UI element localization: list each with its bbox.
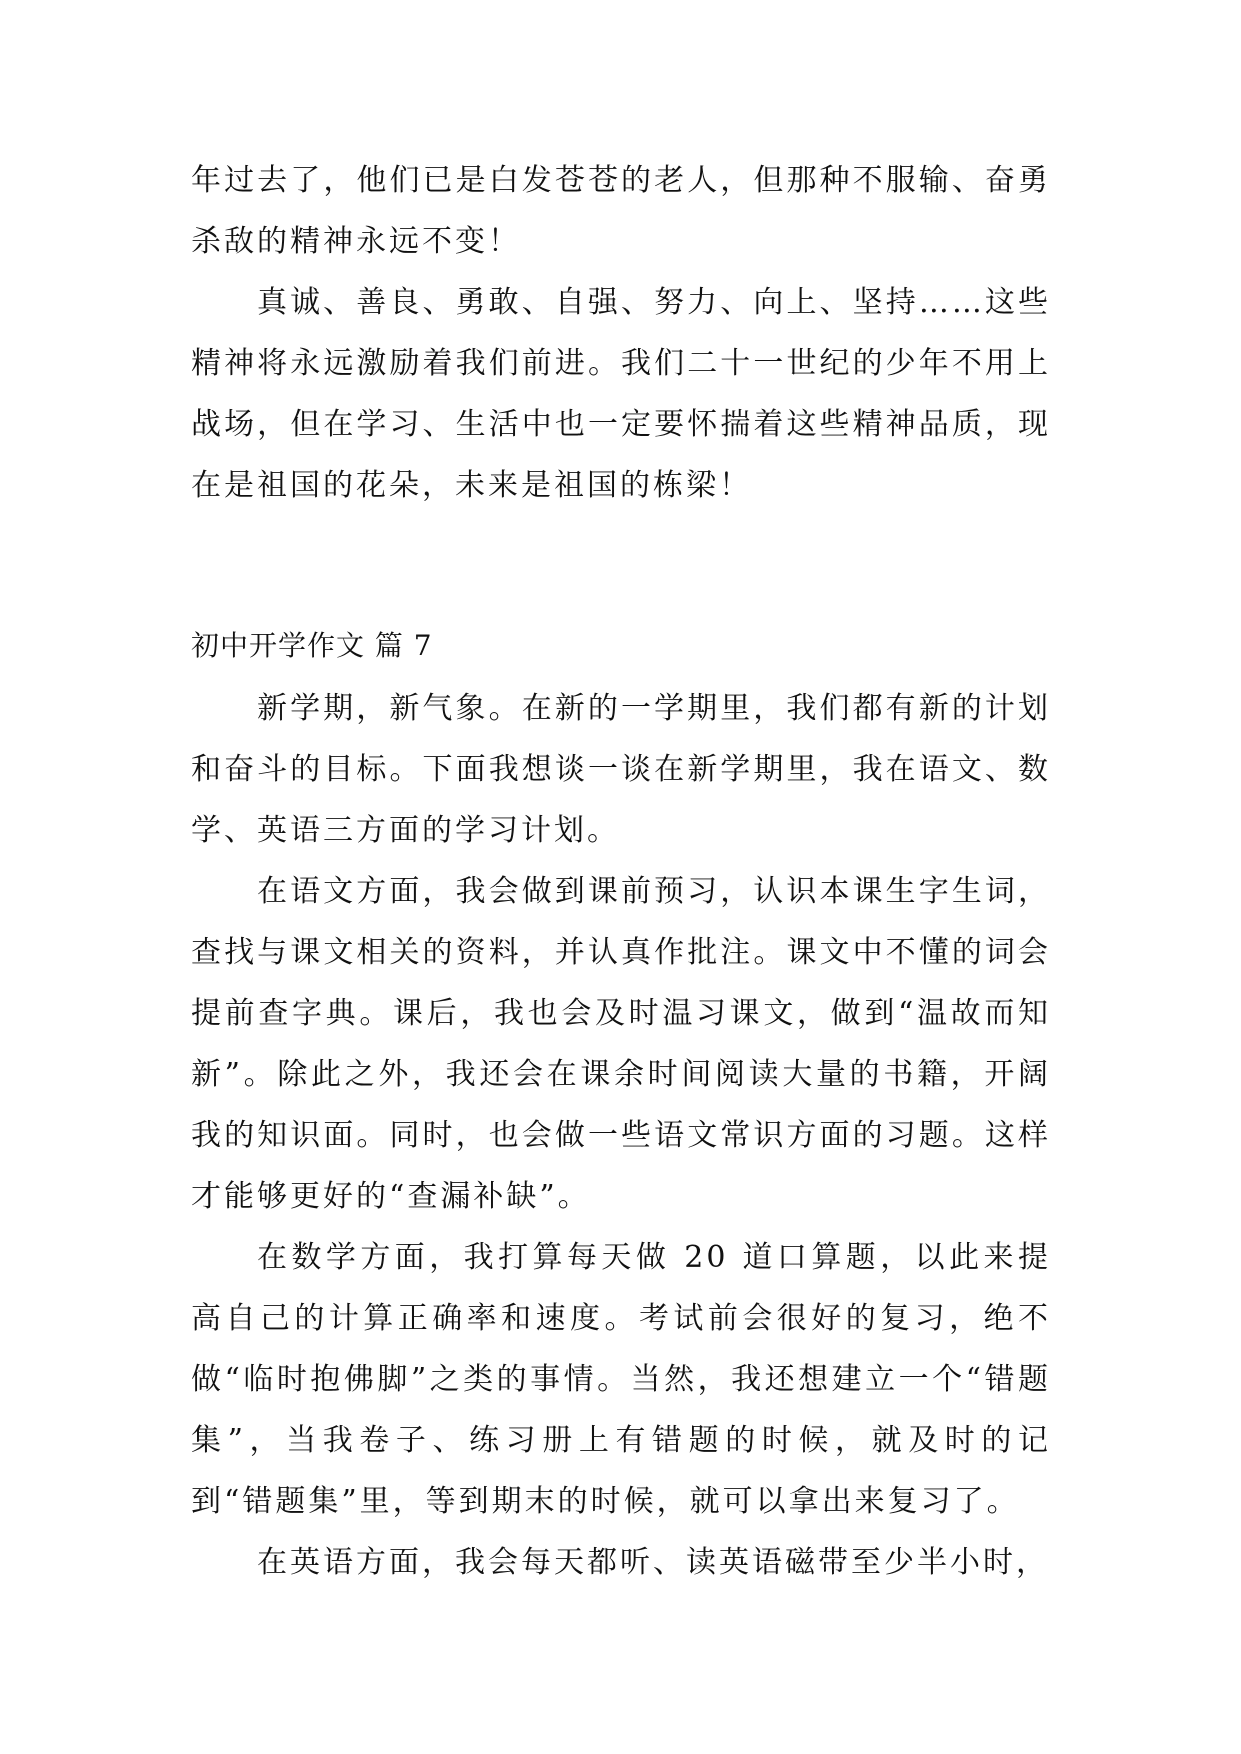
- paragraph: 年过去了，他们已是白发苍苍的老人，但那种不服输、奋勇杀敌的精神永远不变！: [191, 163, 1051, 259]
- paragraph: 真诚、善良、勇敢、自强、努力、向上、坚持……这些精神将永远激励着我们前进。我们二十一世纪的少年不用上战场，但在学习、生活中也一定要怀揣着这些精神品质，现在是祖国的花朵，未来是祖国的栋梁！: [191, 285, 1051, 503]
- paragraph: 在语文方面，我会做到课前预习，认识本课生字生词，查找与课文相关的资料，并认真作批注。课文中不懂的词会提前查字典。课后，我也会及时温习课文，做到“温故而知新”。除此之外，我还会在课余时间阅读大量的书籍，开阔我的知识面。同时，也会做一些语文常识方面的习题。这样才能够更好的“查漏补缺”。: [191, 874, 1051, 1214]
- paragraph: 新学期，新气象。在新的一学期里，我们都有新的计划和奋斗的目标。下面我想谈一谈在新学期里，我在语文、数学、英语三方面的学习计划。: [191, 691, 1051, 848]
- essay-body: [191, 678, 1051, 1593]
- section-title: 初中开学作文 篇 7: [191, 629, 433, 662]
- continued-text-block: [191, 150, 1051, 516]
- paragraph: 在英语方面，我会每天都听、读英语磁带至少半小时，: [257, 1545, 1049, 1580]
- paragraph: 在数学方面，我打算每天做 20 道口算题，以此来提高自己的计算正确率和速度。考试前会很好的复习，绝不做“临时抱佛脚”之类的事情。当然，我还想建立一个“错题集”，当我卷子、练习册上有错题的时候，就及时的记到“错题集”里，等到期末的时候，就可以拿出来复习了。: [191, 1240, 1051, 1519]
